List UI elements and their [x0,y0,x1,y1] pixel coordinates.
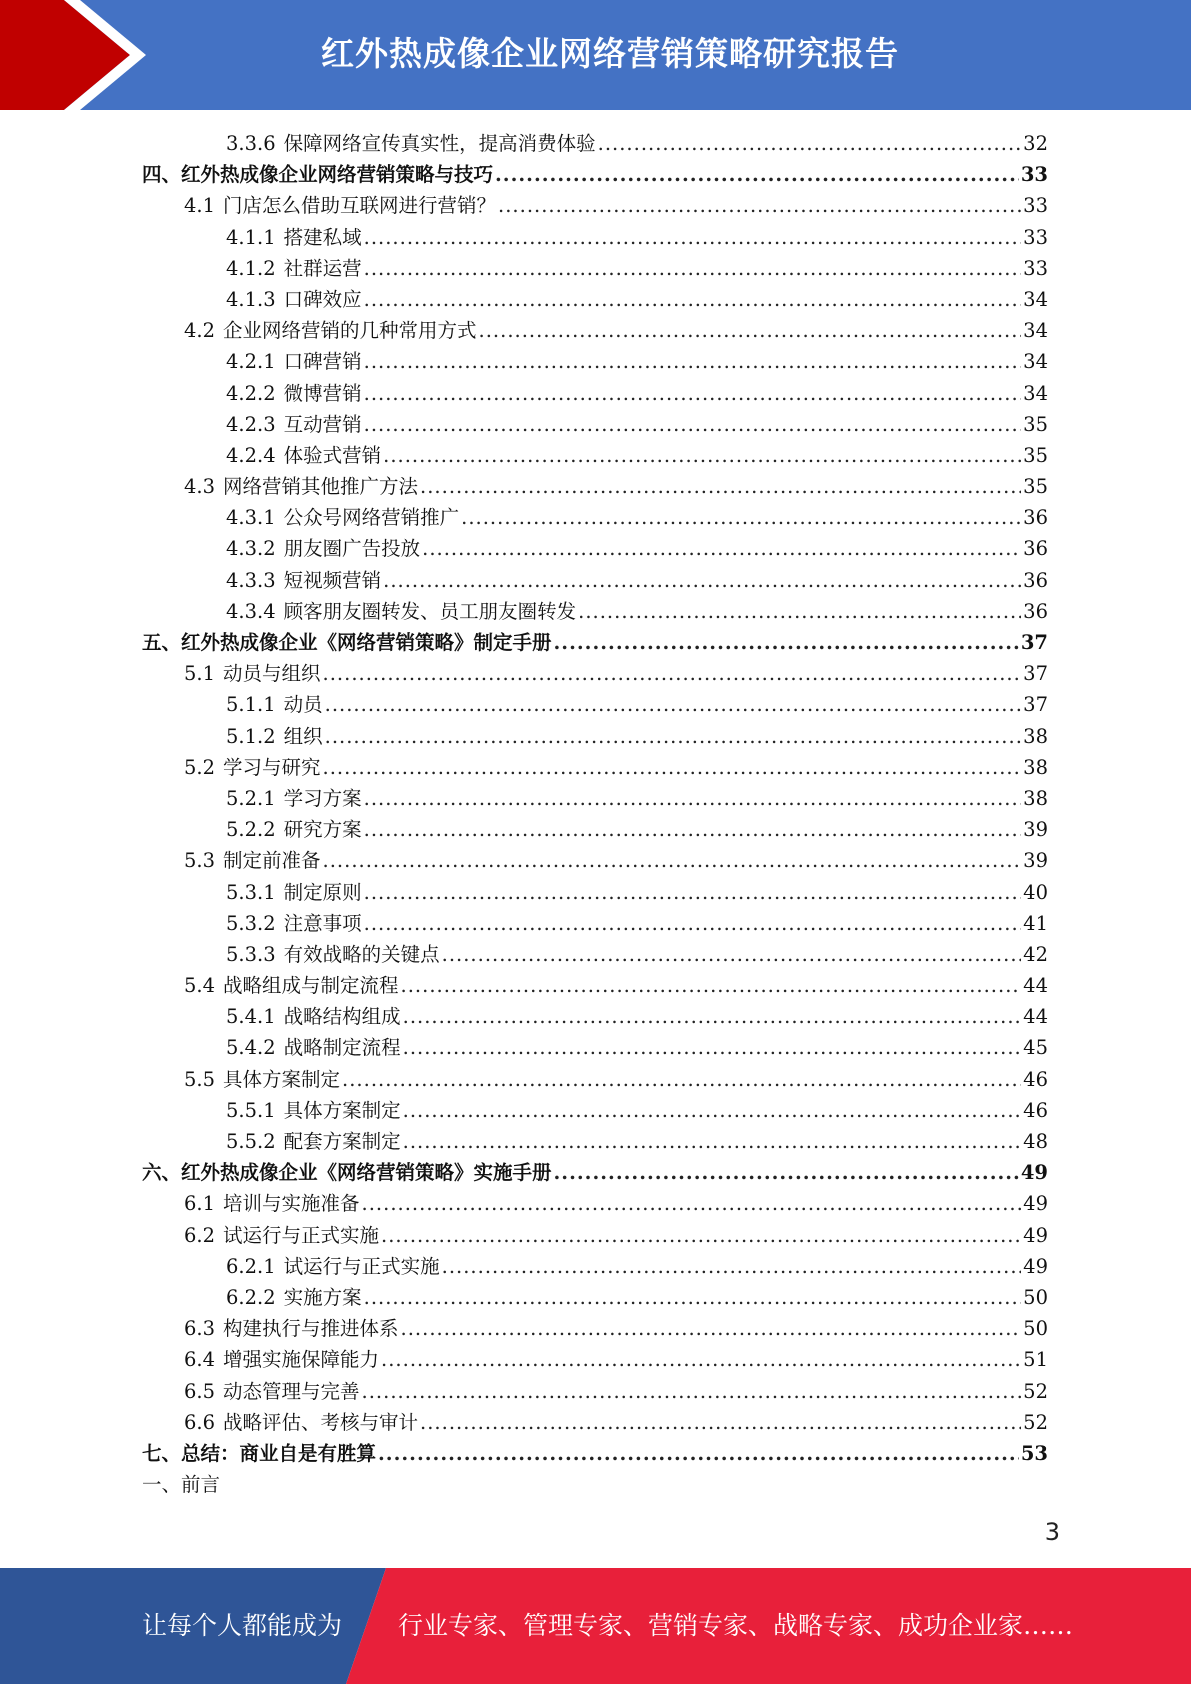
toc-entry[interactable] [142,1126,1048,1157]
toc-entry-number: 4.2.1 [226,350,276,374]
toc-entry-title: 动员 [283,693,323,717]
toc-entry-number: 4.1.3 [226,287,276,311]
toc-entry-number: 6.2.2 [226,1285,276,1309]
toc-entry-title: 短视频营销 [283,568,382,592]
toc-entry-number: 5.4 [184,974,216,998]
toc-dot-leader [461,506,1021,529]
toc-entry-title: 互动营销 [283,412,362,436]
toc-entry[interactable] [142,159,1048,190]
toc-dot-leader [364,912,1022,935]
toc-dot-leader [364,288,1022,311]
toc-entry-number: 4.2 [184,319,216,343]
toc-entry[interactable] [142,1438,1048,1469]
toc-dot-leader [495,163,1019,186]
toc-entry-page: 37 [1023,662,1048,686]
toc-entry-number: 6.6 [184,1410,216,1434]
toc-dot-leader [325,693,1022,716]
toc-entry-number: 4.3.2 [226,537,276,561]
toc-entry-page: 35 [1023,475,1048,499]
toc-dot-leader [364,350,1022,373]
toc-dot-leader [364,787,1022,810]
footer-slogan-right: 行业专家、管理专家、营销专家、战略专家、成功企业家…… [398,1611,1074,1640]
toc-entry-page: 53 [1020,1441,1048,1465]
toc-entry-page: 34 [1023,350,1048,374]
toc-entry-page: 35 [1023,412,1048,436]
toc-entry[interactable] [142,315,1048,346]
toc-entry-page: 46 [1023,1067,1048,1091]
toc-entry[interactable] [142,689,1048,720]
toc-entry-title: 口碑营销 [283,350,362,374]
toc-entry[interactable] [142,409,1048,440]
toc-entry-number: 5.4.1 [226,1005,276,1029]
toc-entry[interactable] [142,565,1048,596]
toc-entry-number: 5.5 [184,1067,216,1091]
toc-dot-leader [381,1348,1021,1371]
toc-entry[interactable] [142,783,1048,814]
toc-dot-leader [578,600,1021,623]
toc-entry-number: 4.3.4 [226,599,276,623]
toc-entry-title: 六、红外热成像企业《网络营销策略》实施手册 [142,1161,552,1185]
toc-entry-page: 44 [1023,974,1048,998]
toc-entry-page: 45 [1023,1036,1048,1060]
toc-dot-leader [403,1036,1022,1059]
toc-entry-number: 5.1.1 [226,693,276,717]
toc-entry-number: 5.1.2 [226,724,276,748]
toc-entry-title: 制定前准备 [223,849,321,873]
toc-entry-page: 37 [1023,693,1048,717]
toc-entry-page: 36 [1023,599,1048,623]
toc-entry-title: 战略组成与制定流程 [223,974,399,998]
toc-dot-leader [403,1005,1022,1028]
toc-entry[interactable] [142,752,1048,783]
toc-dot-leader [442,1255,1022,1278]
toc-dot-leader [479,319,1022,342]
toc-entry[interactable] [142,1344,1048,1375]
toc-entry[interactable] [142,1376,1048,1407]
toc-entry-title: 门店怎么借助互联网进行营销？ [223,194,497,218]
toc-entry-number: 4.3.3 [226,568,276,592]
toc-entry-title: 五、红外热成像企业《网络营销策略》制定手册 [142,631,552,654]
toc-entry-number: 5.2.2 [226,818,276,842]
toc-entry-number: 6.3 [184,1317,216,1341]
toc-entry-title: 培训与实施准备 [223,1192,360,1216]
toc-entry-title: 四、红外热成像企业网络营销策略与技巧 [142,163,494,187]
toc-entry-number: 5.2.1 [226,786,276,810]
toc-dot-leader [323,849,1022,872]
toc-entry-title: 制定原则 [283,880,362,904]
toc-entry-title: 试运行与正式实施 [223,1223,380,1247]
toc-dot-leader [362,1380,1022,1403]
toc-entry-number: 5.5.1 [226,1098,276,1122]
toc-entry-title: 七、总结：商业自是有胜算 [142,1441,377,1465]
header-title: 红外热成像企业网络营销策略研究报告 [321,34,899,73]
toc-entry-page: 33 [1023,225,1048,249]
toc-entry-number: 4.1.1 [226,225,276,249]
toc-dot-leader [401,1317,1022,1340]
toc-entry-number: 5.3 [184,849,216,873]
toc-entry[interactable] [142,877,1048,908]
toc-entry-page: 44 [1023,1005,1048,1029]
toc-entry[interactable] [142,1064,1048,1095]
toc-entry-page: 39 [1023,818,1048,842]
toc-dot-leader [403,1099,1022,1122]
toc-entry[interactable] [142,471,1048,502]
toc-dot-leader [383,444,1021,467]
toc-dot-leader [364,881,1022,904]
toc-entry[interactable] [142,1220,1048,1251]
toc-entry[interactable] [142,346,1048,377]
toc-entry-title: 口碑效应 [283,287,362,311]
toc-dot-leader [378,1442,1019,1465]
footer-slogan-left: 让每个人都能成为 [142,1611,343,1640]
toc-entry-page: 42 [1023,942,1048,966]
toc-entry-page: 36 [1023,506,1048,530]
toc-entry[interactable] [142,1251,1048,1282]
toc-entry[interactable] [142,845,1048,876]
toc-entry-page: 38 [1023,786,1048,810]
toc-entry[interactable] [142,1407,1048,1438]
toc-entry-page: 52 [1023,1410,1048,1434]
toc-entry-title: 微博营销 [283,381,362,405]
toc-entry-page: 40 [1023,880,1048,904]
toc-entry-title: 网络营销其他推广方法 [223,475,419,499]
toc-entry-title: 搭建私域 [283,225,362,249]
toc-dot-leader [325,725,1022,748]
toc-entry-page: 34 [1023,287,1048,311]
page-footer [0,1568,1191,1684]
toc-dot-leader [364,226,1022,249]
toc-entry[interactable] [142,533,1048,564]
toc-entry-title: 具体方案制定 [223,1067,341,1091]
toc-entry[interactable] [142,596,1048,627]
toc-dot-leader [381,1224,1021,1247]
toc-entry[interactable] [142,721,1048,752]
toc-dot-leader [323,662,1022,685]
toc-entry-page: 39 [1023,849,1048,873]
toc-entry-number: 3.3.6 [226,132,276,155]
toc-dot-leader [401,974,1022,997]
toc-entry-page: 38 [1023,755,1048,779]
toc-entry-title: 体验式营销 [283,443,382,467]
toc-entry-number: 6.4 [184,1348,216,1372]
toc-entry-number: 6.5 [184,1379,216,1403]
toc-entry[interactable] [142,222,1048,253]
toc-entry-number: 5.2 [184,755,216,779]
toc-dot-leader [364,818,1022,841]
toc-entry-title: 一、前言 [142,1473,221,1497]
toc-dot-leader [362,1192,1022,1215]
toc-entry-number: 4.2.4 [226,443,276,467]
toc-dot-leader [498,194,1021,217]
toc-entry-page: 50 [1023,1317,1048,1341]
toc-entry-number: 5.4.2 [226,1036,276,1060]
toc-entry-number: 4.3.1 [226,506,276,530]
page-number: 3 [1044,1518,1060,1546]
toc-entry-title: 试运行与正式实施 [283,1254,440,1278]
toc-entry-page: 51 [1023,1348,1048,1372]
toc-entry-page: 49 [1023,1223,1048,1247]
toc-entry[interactable] [142,190,1048,221]
toc-dot-leader [442,943,1022,966]
toc-entry-number: 4.2.3 [226,412,276,436]
toc-entry[interactable] [142,814,1048,845]
toc-entry[interactable] [142,1157,1048,1188]
toc-entry[interactable] [142,128,1048,159]
toc-entry-page: 37 [1020,631,1048,654]
toc-entry-title: 战略制定流程 [283,1036,401,1060]
toc-entry-page: 46 [1023,1098,1048,1122]
toc-dot-leader [598,132,1022,155]
toc-dot-leader [364,1286,1022,1309]
page-header [0,0,1191,110]
toc-entry[interactable] [142,939,1048,970]
toc-entry-number: 6.2 [184,1223,216,1247]
toc-entry-page: 38 [1023,724,1048,748]
toc-entry-page: 49 [1020,1161,1048,1185]
toc-entry[interactable] [142,1095,1048,1126]
toc-entry-number: 5.5.2 [226,1130,276,1153]
toc-entry-number: 4.2.2 [226,381,276,405]
toc-dot-leader [342,1068,1021,1091]
toc-entry-title: 具体方案制定 [283,1098,401,1122]
toc-entry[interactable] [142,1469,1048,1500]
toc-entry-page: 32 [1023,132,1048,155]
toc-entry[interactable] [142,1313,1048,1344]
toc-entry-page: 33 [1023,256,1048,280]
toc-dot-leader [554,631,1019,654]
toc-entry-title: 学习与研究 [223,755,321,779]
toc-dot-leader [403,1130,1022,1153]
toc-entry-title: 注意事项 [283,911,362,935]
toc-entry-title: 动态管理与完善 [223,1379,360,1403]
toc-entry-number: 5.1 [184,662,216,686]
table-of-contents [142,128,1048,1500]
toc-entry-title: 顾客朋友圈转发、员工朋友圈转发 [283,599,577,623]
toc-entry-title: 社群运营 [283,256,362,280]
toc-entry-page: 33 [1023,194,1048,218]
toc-entry-page: 48 [1023,1130,1048,1153]
toc-entry[interactable] [142,378,1048,409]
toc-entry[interactable] [142,253,1048,284]
toc-entry[interactable] [142,658,1048,689]
toc-entry[interactable] [142,1032,1048,1063]
toc-entry-title: 朋友圈广告投放 [283,537,421,561]
toc-entry-number: 4.1.2 [226,256,276,280]
toc-entry-title: 保障网络宣传真实性，提高消费体验 [283,132,596,155]
toc-entry-number: 5.3.3 [226,942,276,966]
toc-entry-number: 5.3.1 [226,880,276,904]
toc-entry-page: 49 [1023,1254,1048,1278]
toc-entry-page: 52 [1023,1379,1048,1403]
toc-entry-title: 实施方案 [283,1285,362,1309]
toc-dot-leader [420,475,1021,498]
toc-entry-page: 34 [1023,319,1048,343]
toc-entry-page: 49 [1023,1192,1048,1216]
toc-entry[interactable] [142,440,1048,471]
toc-dot-leader [323,756,1022,779]
toc-entry[interactable] [142,1282,1048,1313]
toc-entry-page: 36 [1023,537,1048,561]
toc-entry-title: 战略结构组成 [283,1005,401,1029]
toc-entry-title: 有效战略的关键点 [283,942,440,966]
toc-entry-number: 6.1 [184,1192,216,1216]
toc-entry-title: 学习方案 [283,786,362,810]
toc-entry-title: 组织 [283,724,323,748]
toc-entry-title: 战略评估、考核与审计 [223,1410,419,1434]
toc-entry-title: 研究方案 [283,818,362,842]
toc-entry[interactable] [142,284,1048,315]
toc-entry[interactable] [142,1188,1048,1219]
toc-entry-page: 50 [1023,1285,1048,1309]
toc-entry-title: 构建执行与推进体系 [223,1317,399,1341]
toc-entry-title: 配套方案制定 [283,1130,401,1153]
toc-entry-page: 33 [1020,163,1048,187]
toc-entry[interactable] [142,1001,1048,1032]
toc-dot-leader [420,1411,1021,1434]
toc-entry-page: 41 [1023,911,1048,935]
toc-entry-page: 36 [1023,568,1048,592]
toc-dot-leader [383,569,1021,592]
toc-entry-title: 增强实施保障能力 [223,1348,380,1372]
toc-entry-number: 4.1 [184,194,216,218]
toc-dot-leader [364,413,1022,436]
toc-dot-leader [554,1161,1019,1184]
toc-entry-number: 6.2.1 [226,1254,276,1278]
toc-entry[interactable] [142,502,1048,533]
toc-entry[interactable] [142,908,1048,939]
toc-entry-title: 公众号网络营销推广 [283,506,460,530]
toc-entry-page: 34 [1023,381,1048,405]
toc-dot-leader [422,537,1021,560]
toc-dot-leader [364,257,1022,280]
toc-entry-title: 动员与组织 [223,662,321,686]
toc-entry-title: 企业网络营销的几种常用方式 [223,319,477,343]
toc-entry-number: 5.3.2 [226,911,276,935]
toc-entry[interactable] [142,627,1048,658]
toc-entry-page: 35 [1023,443,1048,467]
toc-entry[interactable] [142,970,1048,1001]
toc-entry-number: 4.3 [184,475,216,499]
toc-dot-leader [364,382,1022,405]
